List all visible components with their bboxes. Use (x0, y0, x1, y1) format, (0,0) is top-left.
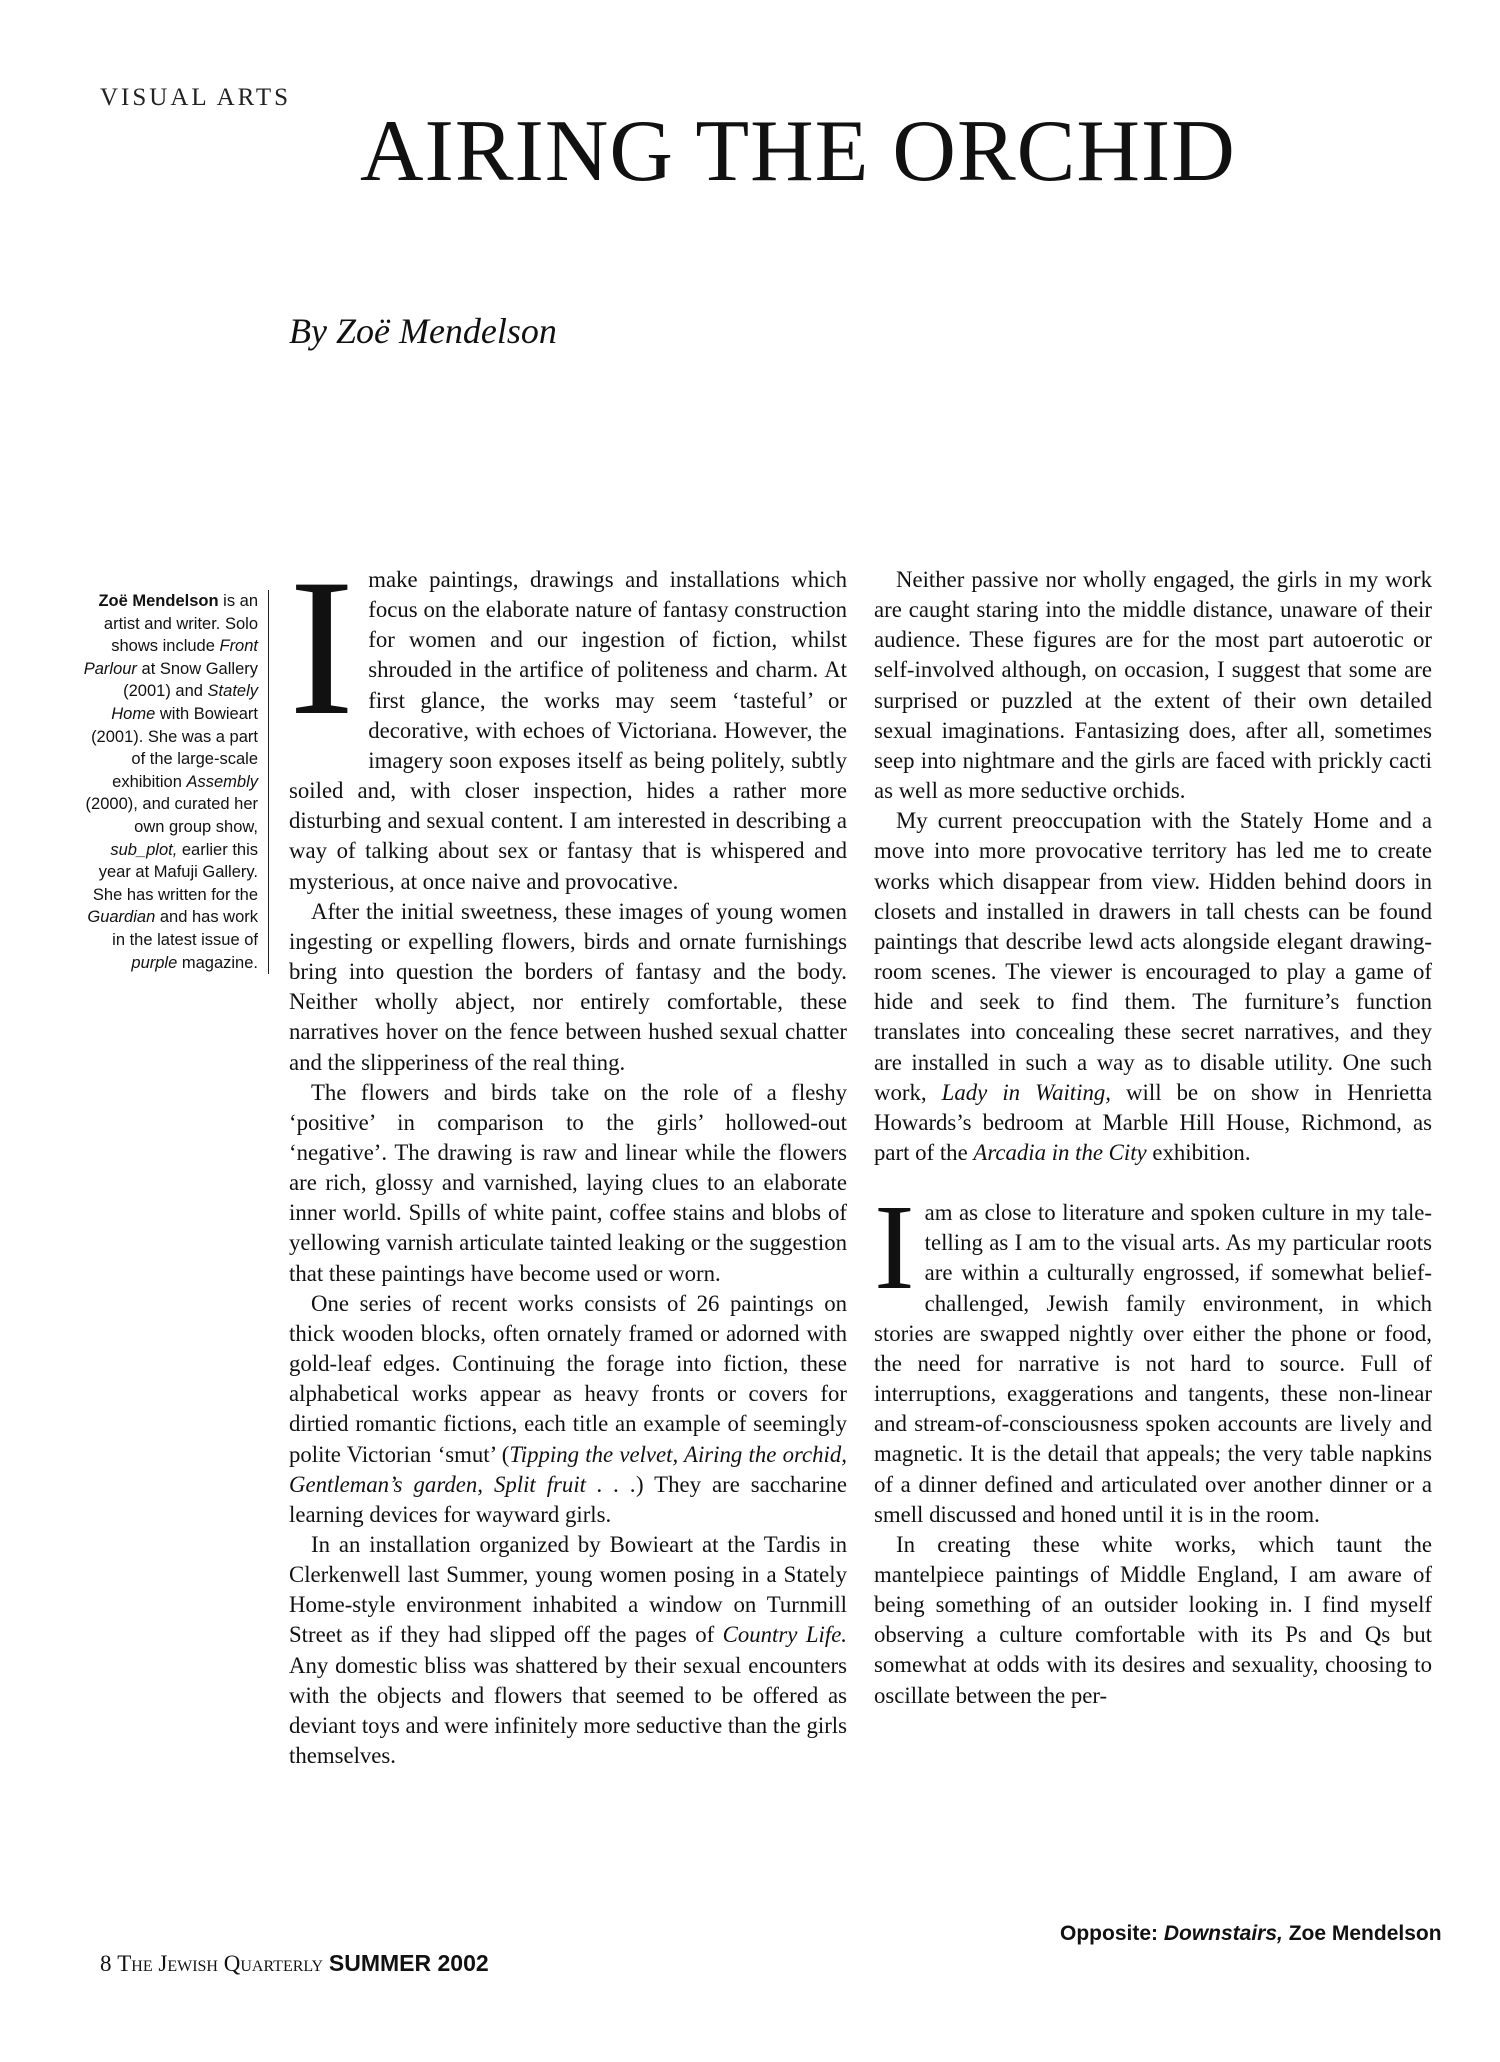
caption-prefix: Opposite: (1060, 1922, 1164, 1945)
issue-date: SUMMER 2002 (328, 1950, 489, 1976)
page-footer (100, 1950, 489, 1977)
paragraph-text: Any domestic bliss was shattered by their sexual encounters with the objects and flowers that seemed to be offered as deviant toys and were infinitely more seductive than the girls themselves. (289, 1652, 847, 1769)
paragraph-text: ) They are saccharine learning devices for wayward girls. (289, 1471, 847, 1527)
paragraph: The flowers and birds take on the role of a fleshy ‘positive’ in comparison to the girls’ hollowed-out ‘negative’. The drawing is raw and linear while the flowers are rich, glossy and varnished, laying clues to an elaborate inner world. Spills of white paint, coffee stains and blobs of yellowing varnish articulate tainted leaking or the suggestion that these paintings have become used or worn. (289, 1079, 847, 1286)
paragraph: Neither passive nor wholly engaged, the girls in my work are caught staring into the middle distance, unaware of their audience. These figures are for the most part autoerotic or self-involved although, on occasion, I suggest that some are surprised or puzzled at the extent of their own detailed sexual imaginations. Fantasizing does, after all, sometimes seep into nightmare and the girls are faced with prickly cacti as well as more seductive orchids. (874, 567, 1432, 804)
work-titles: Tipping the velvet, Airing the orchid, Gentleman’s garden, Split fruit . . . (289, 1441, 847, 1497)
bio-show-title: Assembly (186, 772, 258, 791)
bio-text: at Snow Gallery (2001) and (123, 659, 258, 701)
bio-text: (2000), and curated her own group show, (85, 795, 258, 836)
page-number: 8 (100, 1951, 112, 1976)
bio-publication: Guardian (87, 908, 156, 927)
bio-show-title: sub_plot, (110, 840, 178, 859)
caption-artist: Zoe Mendelson (1282, 1922, 1442, 1945)
magazine-title: Country Life. (722, 1622, 848, 1648)
author-name: Zoë Mendelson (98, 592, 219, 610)
paragraph (289, 1530, 847, 1771)
bio-text: with Bowieart (2001). She was a part of the large-scale exhibition (91, 704, 258, 791)
paragraph (289, 539, 847, 897)
paragraph: After the initial sweetness, these images of young women ingesting or expelling flowers, birds and ornate furnishings bring into question the borders of fantasy and the body. Neither wholly abject, nor entirely comfortable, these narratives hover on the fence between hushed sexual chatter and the slipperiness of the real thing. (289, 898, 847, 1075)
image-caption (1060, 1922, 1442, 1946)
caption-work-title: Downstairs, (1163, 1922, 1283, 1945)
paragraph (289, 1289, 847, 1530)
publication-name: The Jewish Quarterly (117, 1951, 324, 1976)
paragraph-text: will be on show in Henrietta Howards’s bedroom at Marble Hill House, Richmond, as part of the (874, 1079, 1432, 1165)
article-column-left (289, 539, 848, 1771)
bio-text: earlier this year at Mafuji Gallery. She has written for the (92, 840, 258, 904)
bio-publication: purple (131, 953, 178, 972)
event-title: Arcadia in the City (973, 1139, 1147, 1165)
paragraph-text: One series of recent works consists of 26 paintings on thick wooden blocks, often ornately framed or adorned with gold-leaf edges. Continuing the forage into fiction, these alphabetical works appear as heavy fronts or covers for dirtied romantic fictions, each title an example of seemingly polite Victorian ‘smut’ ( (289, 1290, 847, 1467)
bio-show-title: Stately Home (111, 682, 258, 723)
byline: By Zoë Mendelson (289, 311, 557, 351)
section-label: VISUAL ARTS (100, 84, 292, 111)
paragraph-text: My current preoccupation with the Stately Home and a move into more provocative territory has led me to create works which disappear from view. Hidden behind doors in closets and installed in drawers in tall chests can be found paintings that describe lewd acts alongside elegant drawing-room scenes. The viewer is encouraged to play a game of hide and seek to find them. The furniture’s function translates into concealing these secret narratives, and they are installed in such a way as to disable utility. One such work, (874, 808, 1432, 1105)
paragraph: In creating these white works, which taunt the mantelpiece paintings of Middle England, I am aware of being something of an outsider looking in. I find myself observing a culture comfortable with its Ps and Qs but somewhat at odds with its desires and sexuality, choosing to oscillate between the per- (874, 1531, 1432, 1708)
paragraph-text: make paintings, drawings and installations which focus on the elaborate nature of fantasy construction for women and our ingestion of fiction, whilst shrouded in the artifice of politeness and charm. At first glance, the works may seem ‘tasteful’ or decorative, with echoes of Victoriana. However, the imagery soon exposes itself as being politely, subtly soiled and, with closer inspection, hides a rather more disturbing and sexual content. I am interested in describing a way of talking about sex or fantasy that is whispered and mysterious, at once naive and provocative. (289, 567, 847, 894)
article-column-right (874, 565, 1432, 1711)
paragraph-text: am as close to literature and spoken culture in my tale-telling as I am to the visual arts. As my particular roots are within a culturally engrossed, if somewhat belief-challenged, Jewish family environment, in which stories are swapped nightly over either the phone or food, the need for narrative is not hard to source. Full of interruptions, exaggerations and tangents, these non-linear and stream-of-consciousness spoken accounts are lively and magnetic. It is the detail that appeals; the very table napkins of a dinner defined and articulated over another dinner or a smell discussed and honed until it is in the room. (874, 1200, 1432, 1527)
bio-text: magazine. (177, 953, 258, 972)
bio-show-title: Front Parlour (83, 637, 258, 678)
author-bio (80, 590, 269, 974)
paragraph-text: In an installation organized by Bowieart at the Tardis in Clerkenwell last Summer, young women posing in a Stately Home-style environment inhabited a window on Turnmill Street as if they had slipped off the pages of (289, 1532, 847, 1648)
paragraph (874, 806, 1432, 1168)
bio-text: and has work in the latest issue of (112, 908, 258, 949)
drop-cap: I (289, 539, 355, 756)
work-title: Lady in Waiting, (941, 1079, 1111, 1105)
drop-cap: I (874, 1180, 915, 1316)
article-title: AIRING THE ORCHID (360, 103, 1236, 200)
paragraph (874, 1180, 1432, 1530)
paragraph-text: exhibition. (1146, 1139, 1251, 1165)
bio-text: is an artist and writer. Solo shows include (103, 592, 258, 656)
